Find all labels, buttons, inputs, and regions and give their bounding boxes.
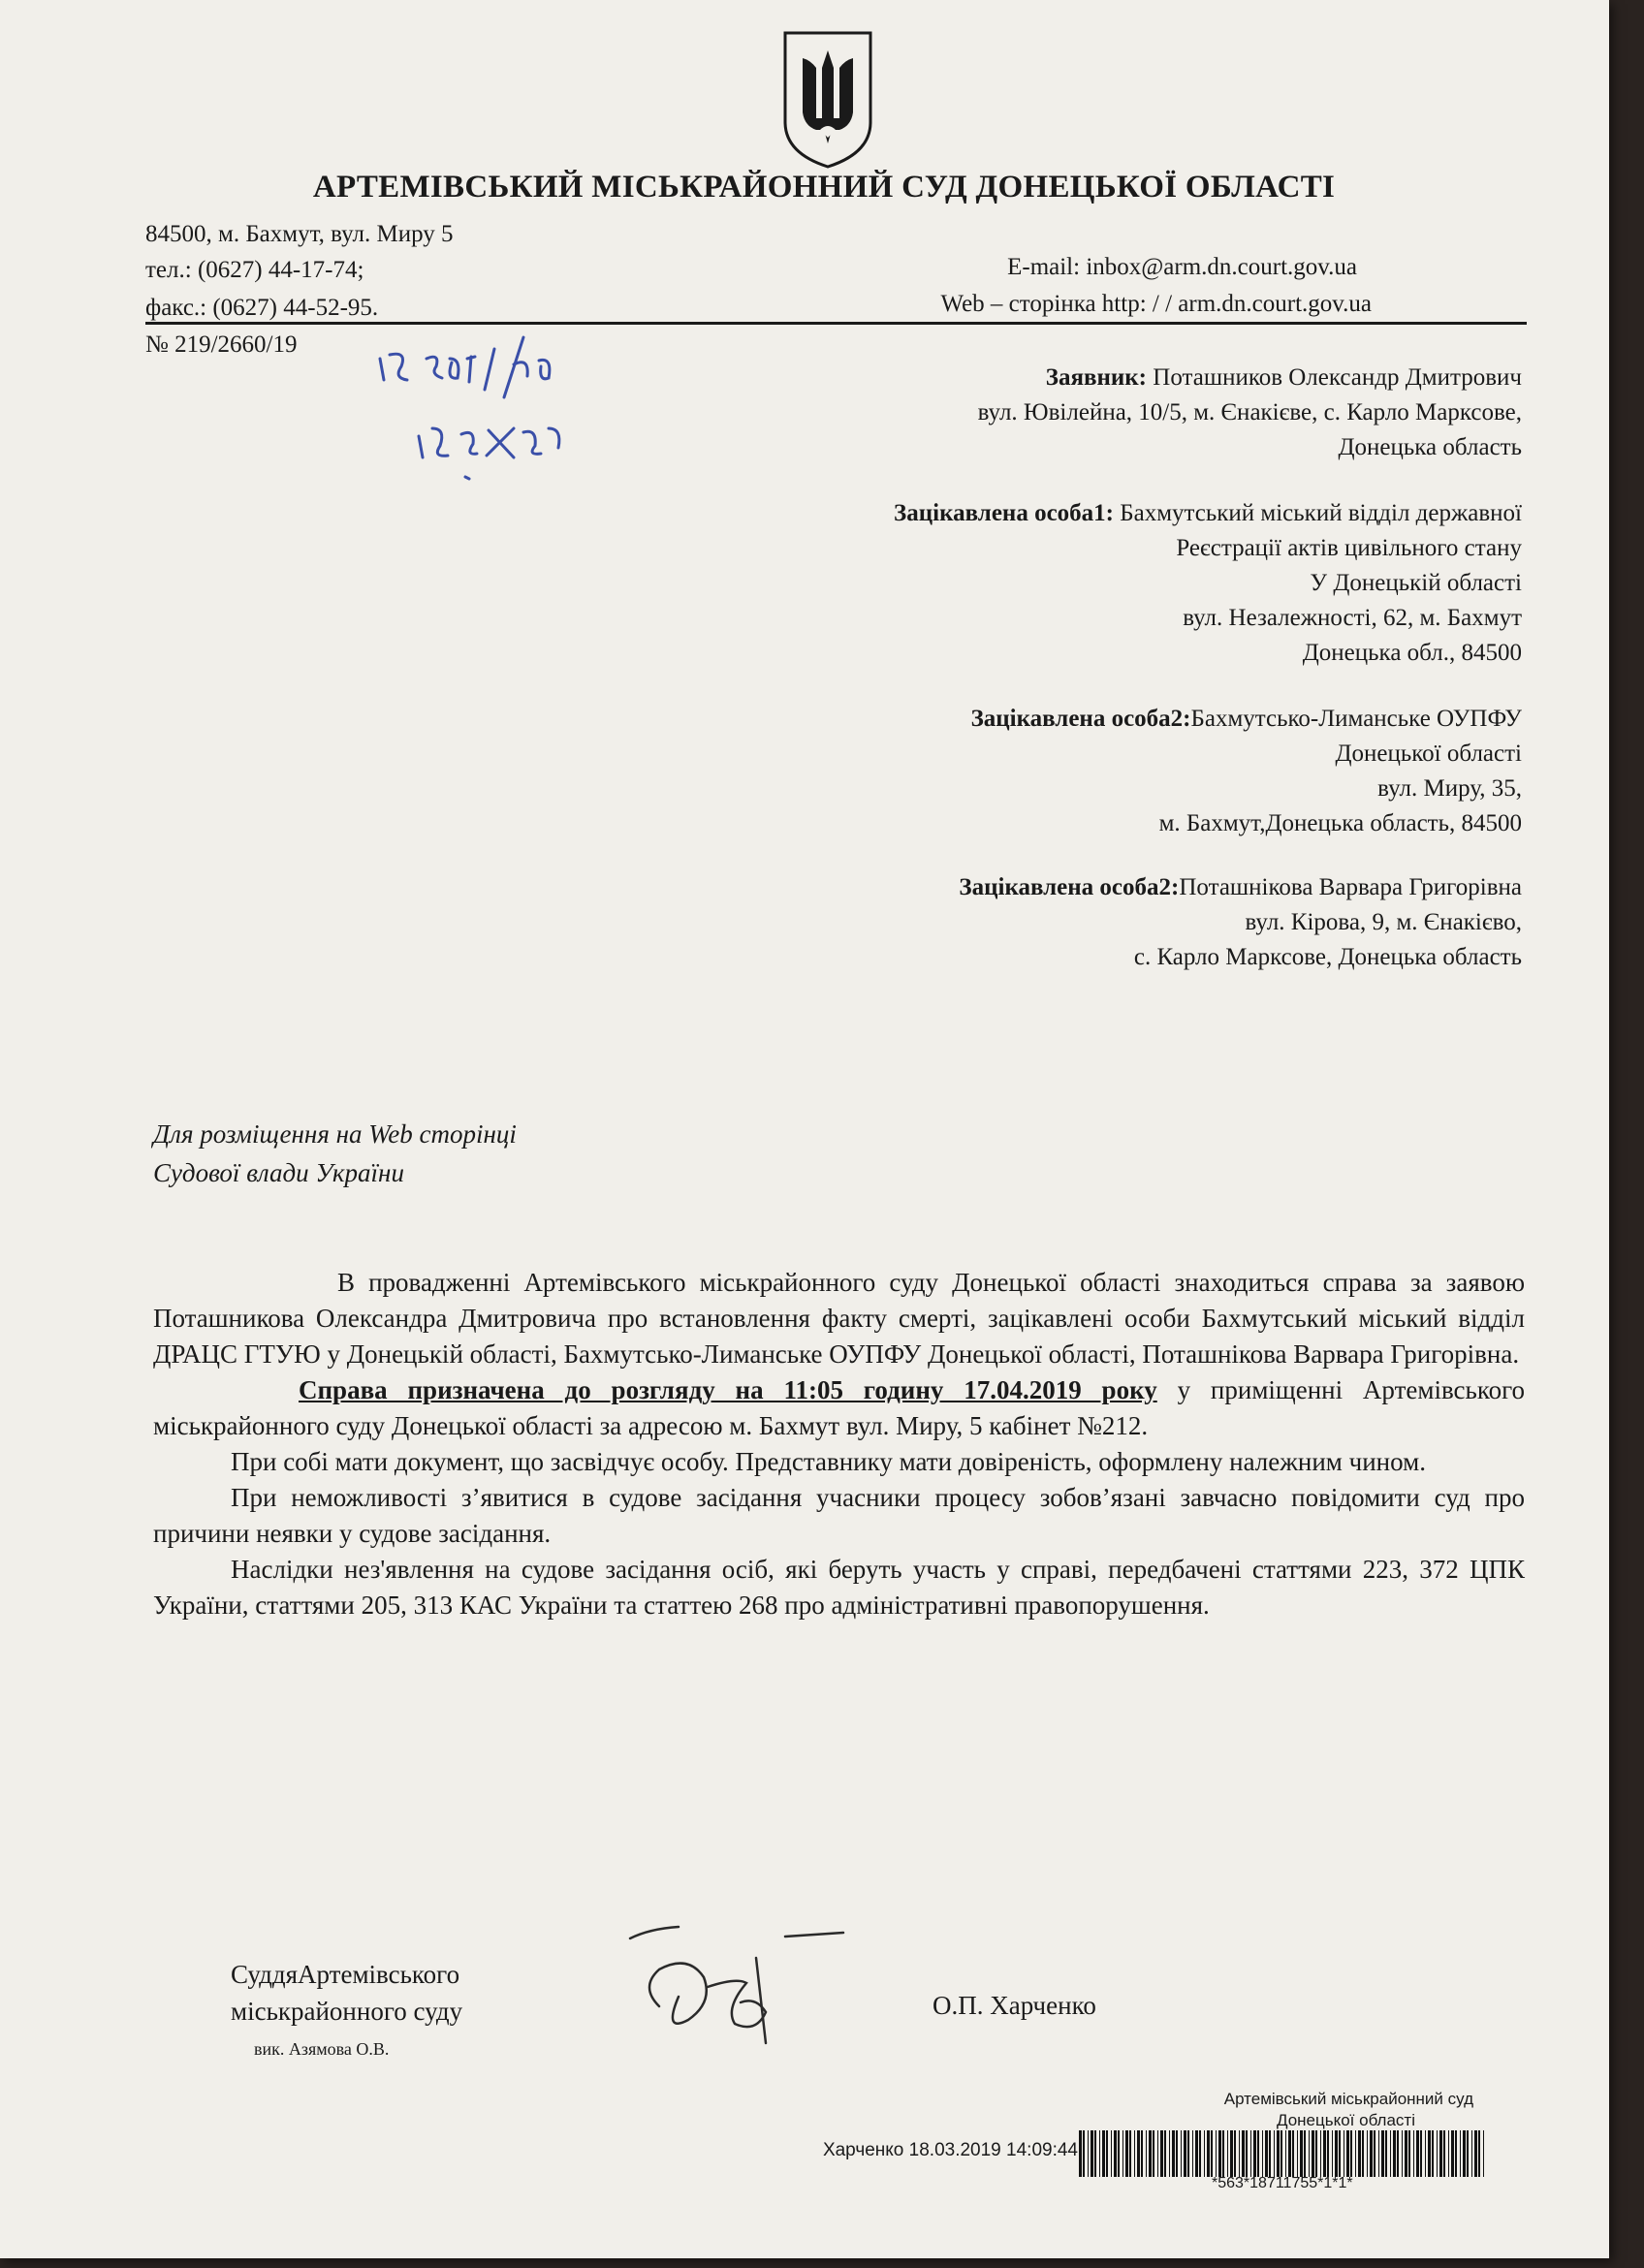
body-paragraph-3: При собі мати документ, що засвідчує особу. Представнику мати довіреність, оформлену належним чином. bbox=[231, 1447, 1426, 1476]
interested-party-1-label: Зацікавлена особа1: bbox=[894, 500, 1114, 526]
court-name: АРТЕМІВСЬКИЙ МІСЬКРАЙОННИЙ СУД ДОНЕЦЬКОЇ ОБЛАСТІ bbox=[312, 170, 1336, 205]
stamp-court-line: Артемівський міськрайонний суд bbox=[1223, 2090, 1473, 2108]
interested-party-2-line3: вул. Миру, 35, bbox=[1377, 775, 1522, 802]
applicant-address-line2: Донецька область bbox=[1338, 434, 1522, 460]
interested-party-2-name: Бахмутсько-Лиманське ОУПФУ bbox=[1190, 706, 1522, 732]
court-phone: тел.: (0627) 44-17-74; bbox=[145, 257, 364, 283]
applicant-name: Поташников Олександр Дмитрович bbox=[1153, 364, 1522, 391]
interested-party-1-line2: Реєстрації актів цивільного стану bbox=[1176, 535, 1522, 561]
stamp-region-line: Донецької області bbox=[1277, 2111, 1415, 2129]
interested-party-2-block bbox=[582, 702, 1522, 841]
notice-body bbox=[153, 1265, 1525, 1623]
judge-signature bbox=[620, 1919, 853, 2055]
interested-party-3-name: Поташнікова Варвара Григорівна bbox=[1179, 874, 1522, 900]
interested-party-2-label: Зацікавлена особа2: bbox=[970, 706, 1191, 732]
interested-party-2-line2: Донецької області bbox=[1335, 740, 1522, 767]
body-paragraph-1: В провадженні Артемівського міськрайонного суду Донецької області знаходиться справа за заявою Поташникова Олександра Дмитровича про встановлення факту смерті, зацікавлені особи Бахмутський міський відділ ДРАЦС ГТУЮ у Донецькій області, Бахмутсько-Лиманське ОУПФУ Донецької області, Поташнікова Варвара Григорівна. bbox=[153, 1268, 1525, 1369]
trident-emblem-icon bbox=[781, 29, 874, 171]
judge-title bbox=[231, 1956, 462, 2030]
interested-party-3-line2: вул. Кірова, 9, м. Єнакієво, bbox=[1245, 909, 1522, 935]
court-web: Web – сторінка http: / / arm.dn.court.gov.ua bbox=[940, 291, 1372, 317]
interested-party-1-line5: Донецька обл., 84500 bbox=[1302, 640, 1522, 666]
interested-party-2-line4: м. Бахмут,Донецька область, 84500 bbox=[1158, 810, 1522, 836]
body-paragraph-4: При неможливості з’явитися в судове засідання учасники процесу зобов’язані завчасно повідомити суд про причини неявки у судове засідання. bbox=[153, 1483, 1525, 1548]
stamp-datetime: Харченко 18.03.2019 14:09:44 bbox=[822, 2140, 1078, 2160]
interested-party-1-block bbox=[582, 496, 1522, 671]
barcode-icon bbox=[1079, 2130, 1486, 2177]
header-divider bbox=[145, 322, 1527, 325]
interested-party-3-label: Зацікавлена особа2: bbox=[959, 874, 1180, 900]
applicant-address-line1: вул. Ювілейна, 10/5, м. Єнакієве, с. Карло Марксове, bbox=[977, 399, 1522, 425]
interested-party-1-line4: вул. Незалежності, 62, м. Бахмут bbox=[1183, 605, 1522, 631]
web-publication-note bbox=[153, 1115, 517, 1192]
body-paragraph-5: Наслідки нез'явлення на судове засідання осіб, які беруть участь у справі, передбачені статтями 223, 372 ЦПК України, статтями 205, 313 КАС України та статтею 268 про адміністративні правопорушення. bbox=[153, 1555, 1525, 1620]
case-number: № 219/2660/19 bbox=[145, 331, 298, 358]
hearing-date-bold: Справа призначена до розгляду на 11:05 годину 17.04.2019 року bbox=[299, 1375, 1157, 1404]
judge-title-line2: міськрайонного суду bbox=[231, 1997, 463, 2026]
court-address: 84500, м. Бахмут, вул. Миру 5 bbox=[145, 221, 454, 247]
court-email: E-mail: inbox@arm.dn.court.gov.ua bbox=[1007, 254, 1357, 280]
interested-party-3-line3: с. Карло Марксове, Донецька область bbox=[1133, 944, 1522, 970]
applicant-block bbox=[582, 361, 1522, 465]
judge-name: О.П. Харченко bbox=[933, 1991, 1096, 2020]
web-note-line1: Для розміщення на Web сторінці bbox=[153, 1119, 517, 1149]
body-paragraph-2 bbox=[153, 1372, 1525, 1444]
interested-party-3-block bbox=[582, 870, 1522, 975]
executor-name: вик. Азямова О.В. bbox=[254, 2039, 390, 2059]
applicant-label: Заявник: bbox=[1045, 364, 1148, 391]
interested-party-1-line3: У Донецькій області bbox=[1310, 570, 1522, 596]
hearing-location: у приміщенні Артемівського міськрайонного суду Донецької області за адресою м. Бахмут вул. Миру, 5 кабінет №212. bbox=[153, 1375, 1525, 1440]
court-fax: факс.: (0627) 44-52-95. bbox=[145, 295, 379, 321]
judge-title-line1: СуддяАртемівського bbox=[231, 1960, 460, 1989]
barcode-code: *563*18711755*1*1* bbox=[1212, 2175, 1353, 2191]
interested-party-1-name: Бахмутський міський відділ державної bbox=[1120, 500, 1522, 526]
web-note-line2: Судової влади України bbox=[153, 1158, 404, 1187]
